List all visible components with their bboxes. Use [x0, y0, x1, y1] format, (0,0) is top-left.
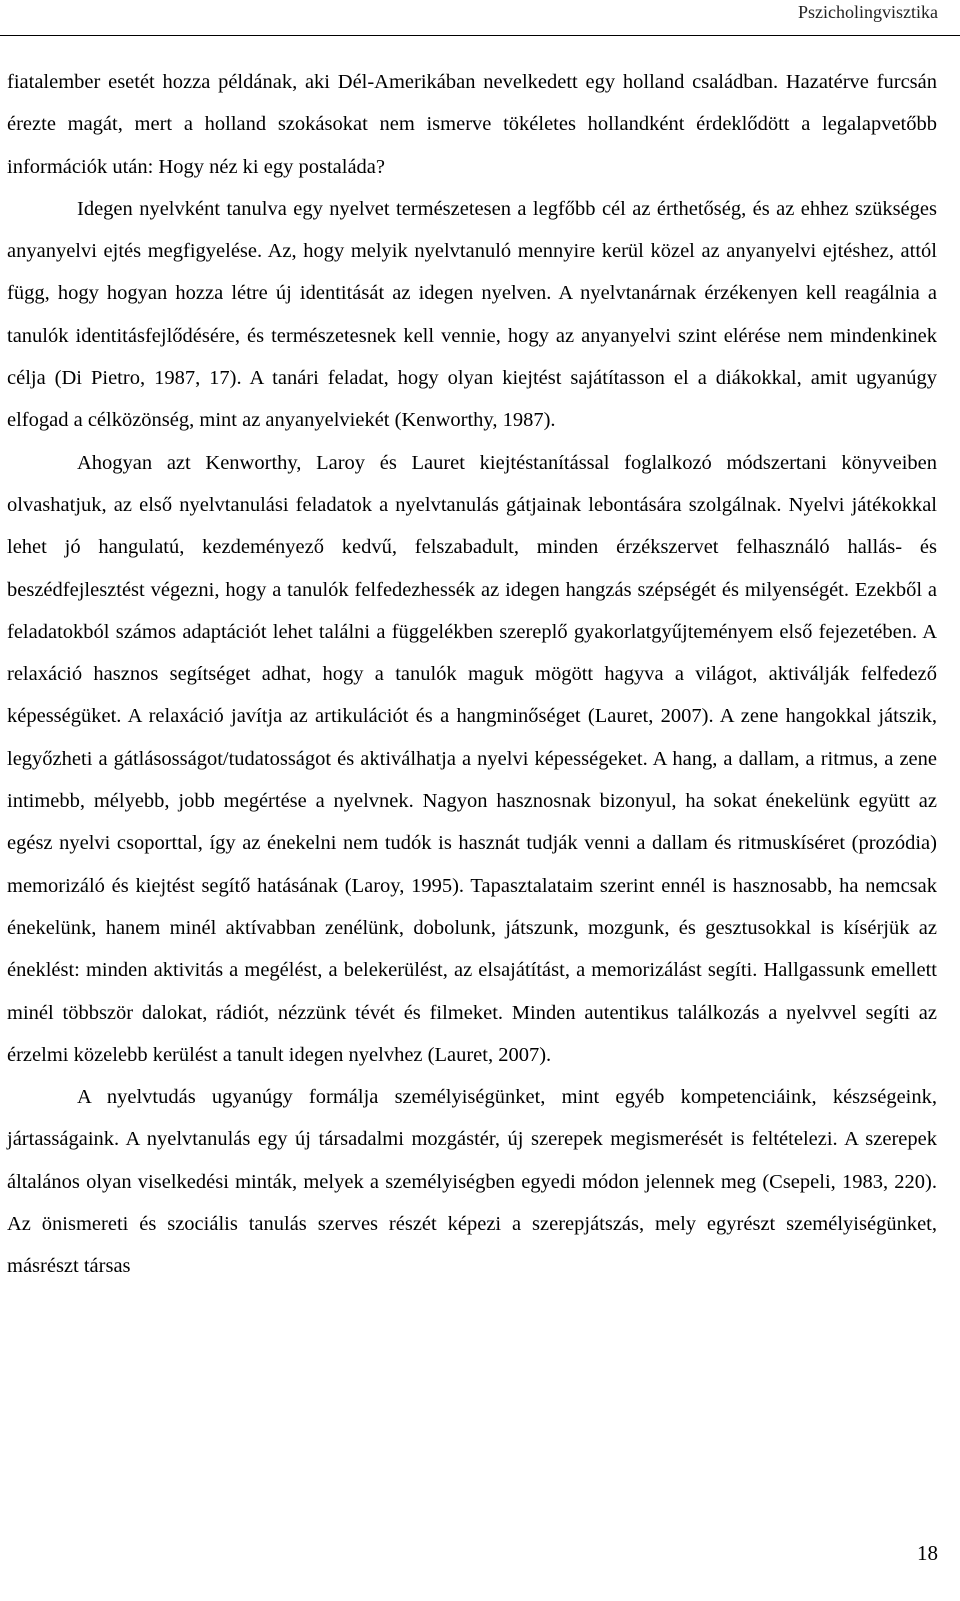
paragraph: fiatalember esetét hozza példának, aki Dél-Amerikában nevelkedett egy holland családban. Hazatérve furcsán érezte magát, mert a holland szokásokat nem ismerve tökéletes hollandként érdeklődött a legalapvetőbb információk után: Hogy néz ki egy postaláda? [7, 71, 937, 178]
paragraph: Idegen nyelvként tanulva egy nyelvet természetesen a legfőbb cél az érthetőség, és az ehhez szükséges anyanyelvi ejtés megfigyelése. Az, hogy melyik nyelvtanuló mennyire kerül közel az anyanyelvi ejtéshez, attól függ, hogy hogyan hozza létre új identitását az idegen nyelven. A nyelvtanárnak érzékenyen kell reagálnia a tanulók identitásfejlődésére, és természetesnek kell vennie, hogy az anyanyelvi szint elérése nem mindenkinek célja (Di Pietro, 1987, 17). A tanári feladat, hogy olyan kiejtést sajátítasson el a diákokkal, amit ugyanúgy elfogad a célközönség, mint az anyanyelviekét (Kenworthy, 1987). [7, 197, 937, 432]
body-text [7, 61, 937, 1288]
running-header: Pszicholingvisztika [798, 2, 938, 22]
header-rule [0, 35, 960, 36]
paragraph: A nyelvtudás ugyanúgy formálja személyiségünket, mint egyéb kompetenciáink, készségeink, jártasságaink. A nyelvtanulás egy új társadalmi mozgástér, új szerepek megismerését is feltételezi. A szerepek általános olyan viselkedési minták, melyek a személyiségben egyedi módon jelennek meg (Csepeli, 1983, 220). Az önismereti és szociális tanulás szerves részét képezi a szerepjátszás, mely egyrészt személyiségünket, másrészt társas [7, 1086, 937, 1278]
page-number: 18 [917, 1541, 938, 1565]
paragraph: Ahogyan azt Kenworthy, Laroy és Lauret kiejtéstanítással foglalkozó módszertani könyveiben olvashatjuk, az első nyelvtanulási feladatok a nyelvtanulás gátjainak lebontására szolgálnak. Nyelvi játékokkal lehet jó hangulatú, kezdeményező kedvű, felszabadult, minden érzékszervet felhasználó hallás- és beszédfejlesztést végezni, hogy a tanulók felfedezhessék az idegen hangzás szépségét és milyenségét. Ezekből a feladatokból számos adaptációt lehet találni a függelékben szereplő gyakorlatgyűjteményem első fejezetében. A relaxáció hasznos segítséget adhat, hogy a tanulók maguk mögött hagyva a világot, aktiválják felfedező képességüket. A relaxáció javítja az artikulációt és a hangminőséget (Lauret, 2007). A zene hangokkal játszik, legyőzheti a gátlásosságot/tudatosságot és aktiválhatja a nyelvi képességeket. A hang, a dallam, a ritmus, a zene intimebb, mélyebb, jobb megértése a nyelvnek. Nagyon hasznosnak bizonyul, ha sokat énekelünk együtt az egész nyelvi csoporttal, így az énekelni nem tudók is hasznát tudják venni a dallam és ritmuskíséret (prozódia) memorizáló és kiejtést segítő hatásának (Laroy, 1995). Tapasztalataim szerint ennél is hasznosabb, ha nemcsak énekelünk, hanem minél aktívabban zenélünk, dobolunk, játszunk, mozgunk, és gesztusokkal is kísérjük az éneklést: minden aktivitás a megélést, a belekerülést, az elsajátítást, a memorizálást segíti. Hallgassunk emellett minél többször dalokat, rádiót, nézzünk tévét és filmeket. Minden autentikus találkozás a nyelvvel segíti az érzelmi közelebb kerülést a tanult idegen nyelvhez (Lauret, 2007). [7, 451, 937, 1066]
